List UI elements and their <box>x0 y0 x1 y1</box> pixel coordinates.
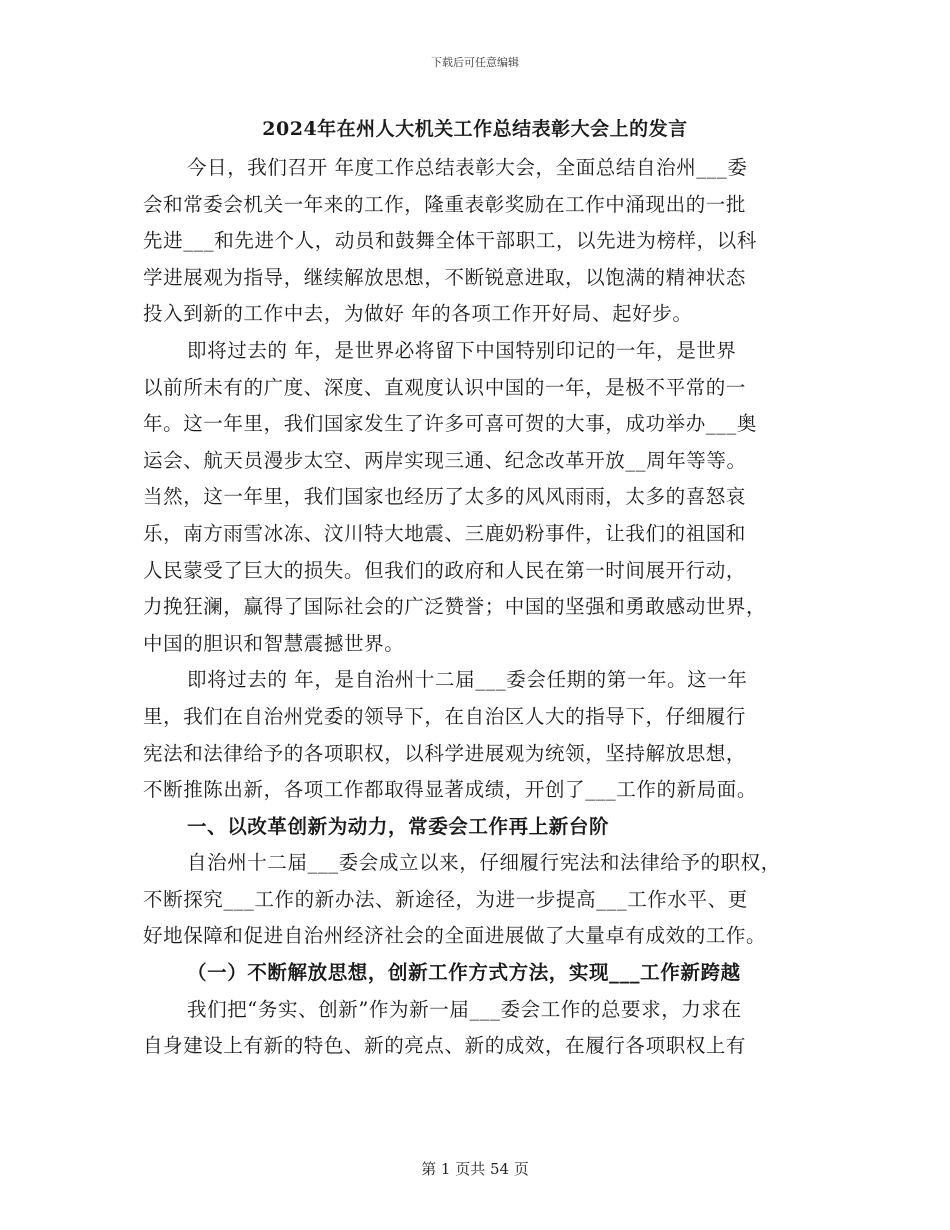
section-heading: （一）不断解放思想，创新工作方式方法，实现___工作新跨越 <box>187 961 741 985</box>
body-line: 今日，我们召开 年度工作总结表彰大会，全面总结自治州___委 <box>187 156 748 179</box>
body-line: 乐，南方雨雪冰冻、汶川特大地震、三鹿奶粉事件，让我们的祖国和 <box>143 521 747 545</box>
page-footer: 第 1 页共 54 页 <box>421 1160 529 1178</box>
body-line: 以前所未有的广度、深度、直观度认识中国的一年，是极不平常的一 <box>143 375 747 399</box>
body-line: 即将过去的 年，是世界必将留下中国特别印记的一年，是世界 <box>187 338 737 362</box>
body-line: 不断推陈出新，各项工作都取得显著成绩，开创了___工作的新局面。 <box>143 778 757 802</box>
body-line: 好地保障和促进自治州经济社会的全面进展做了大量卓有成效的工作。 <box>143 924 767 948</box>
body-line: 即将过去的 年，是自治州十二届___委会任期的第一年。这一年 <box>187 668 748 692</box>
body-line: 年。这一年里，我们国家发生了许多可喜可贺的大事，成功举办___奥 <box>143 412 757 436</box>
body-line: 我们把“务实、创新”作为新一届___委会工作的总要求，力求在 <box>187 997 742 1021</box>
body-line: 人民蒙受了巨大的损失。但我们的政府和人民在第一时间展开行动， <box>143 558 747 582</box>
body-line: 力挽狂澜，赢得了国际社会的广泛赞誉；中国的坚强和勇敢感动世界， <box>143 595 767 619</box>
header-note: 下载后可任意编辑 <box>431 56 519 69</box>
body-line: 会和常委会机关一年来的工作，隆重表彰奖励在工作中涌现出的一批 <box>143 192 747 216</box>
body-line: 学进展观为指导，继续解放思想，不断锐意进取，以饱满的精神状态 <box>143 265 747 289</box>
body-line: 当然，这一年里，我们国家也经历了太多的风风雨雨，太多的喜怒哀 <box>143 485 747 509</box>
section-heading: 一、以改革创新为动力，常委会工作再上新台阶 <box>187 814 610 838</box>
body-line: 里，我们在自治州党委的领导下，在自治区人大的指导下，仔细履行 <box>143 704 747 728</box>
body-line: 中国的胆识和智慧震撼世界。 <box>143 631 405 655</box>
body-line: 投入到新的工作中去，为做好 年的各项工作开好局、起好步。 <box>143 302 693 326</box>
body-line: 先进___和先进个人，动员和鼓舞全体干部职工，以先进为榜样，以科 <box>143 229 757 253</box>
body-line: 不断探究___工作的新办法、新途径，为进一步提高___工作水平、更 <box>143 887 748 911</box>
body-line: 自身建设上有新的特色、新的亮点、新的成效，在履行各项职权上有 <box>143 1034 747 1058</box>
document-title: 2024年在州人大机关工作总结表彰大会上的发言 <box>262 118 688 140</box>
body-line: 自治州十二届___委会成立以来，仔细履行宪法和法律给予的职权， <box>187 851 781 875</box>
document-body <box>143 150 823 1065</box>
body-line: 运会、航天员漫步太空、两岸实现三通、纪念改革开放__周年等等。 <box>143 448 747 472</box>
body-line: 宪法和法律给予的各项职权，以科学进展观为统领，坚持解放思想， <box>143 741 747 765</box>
